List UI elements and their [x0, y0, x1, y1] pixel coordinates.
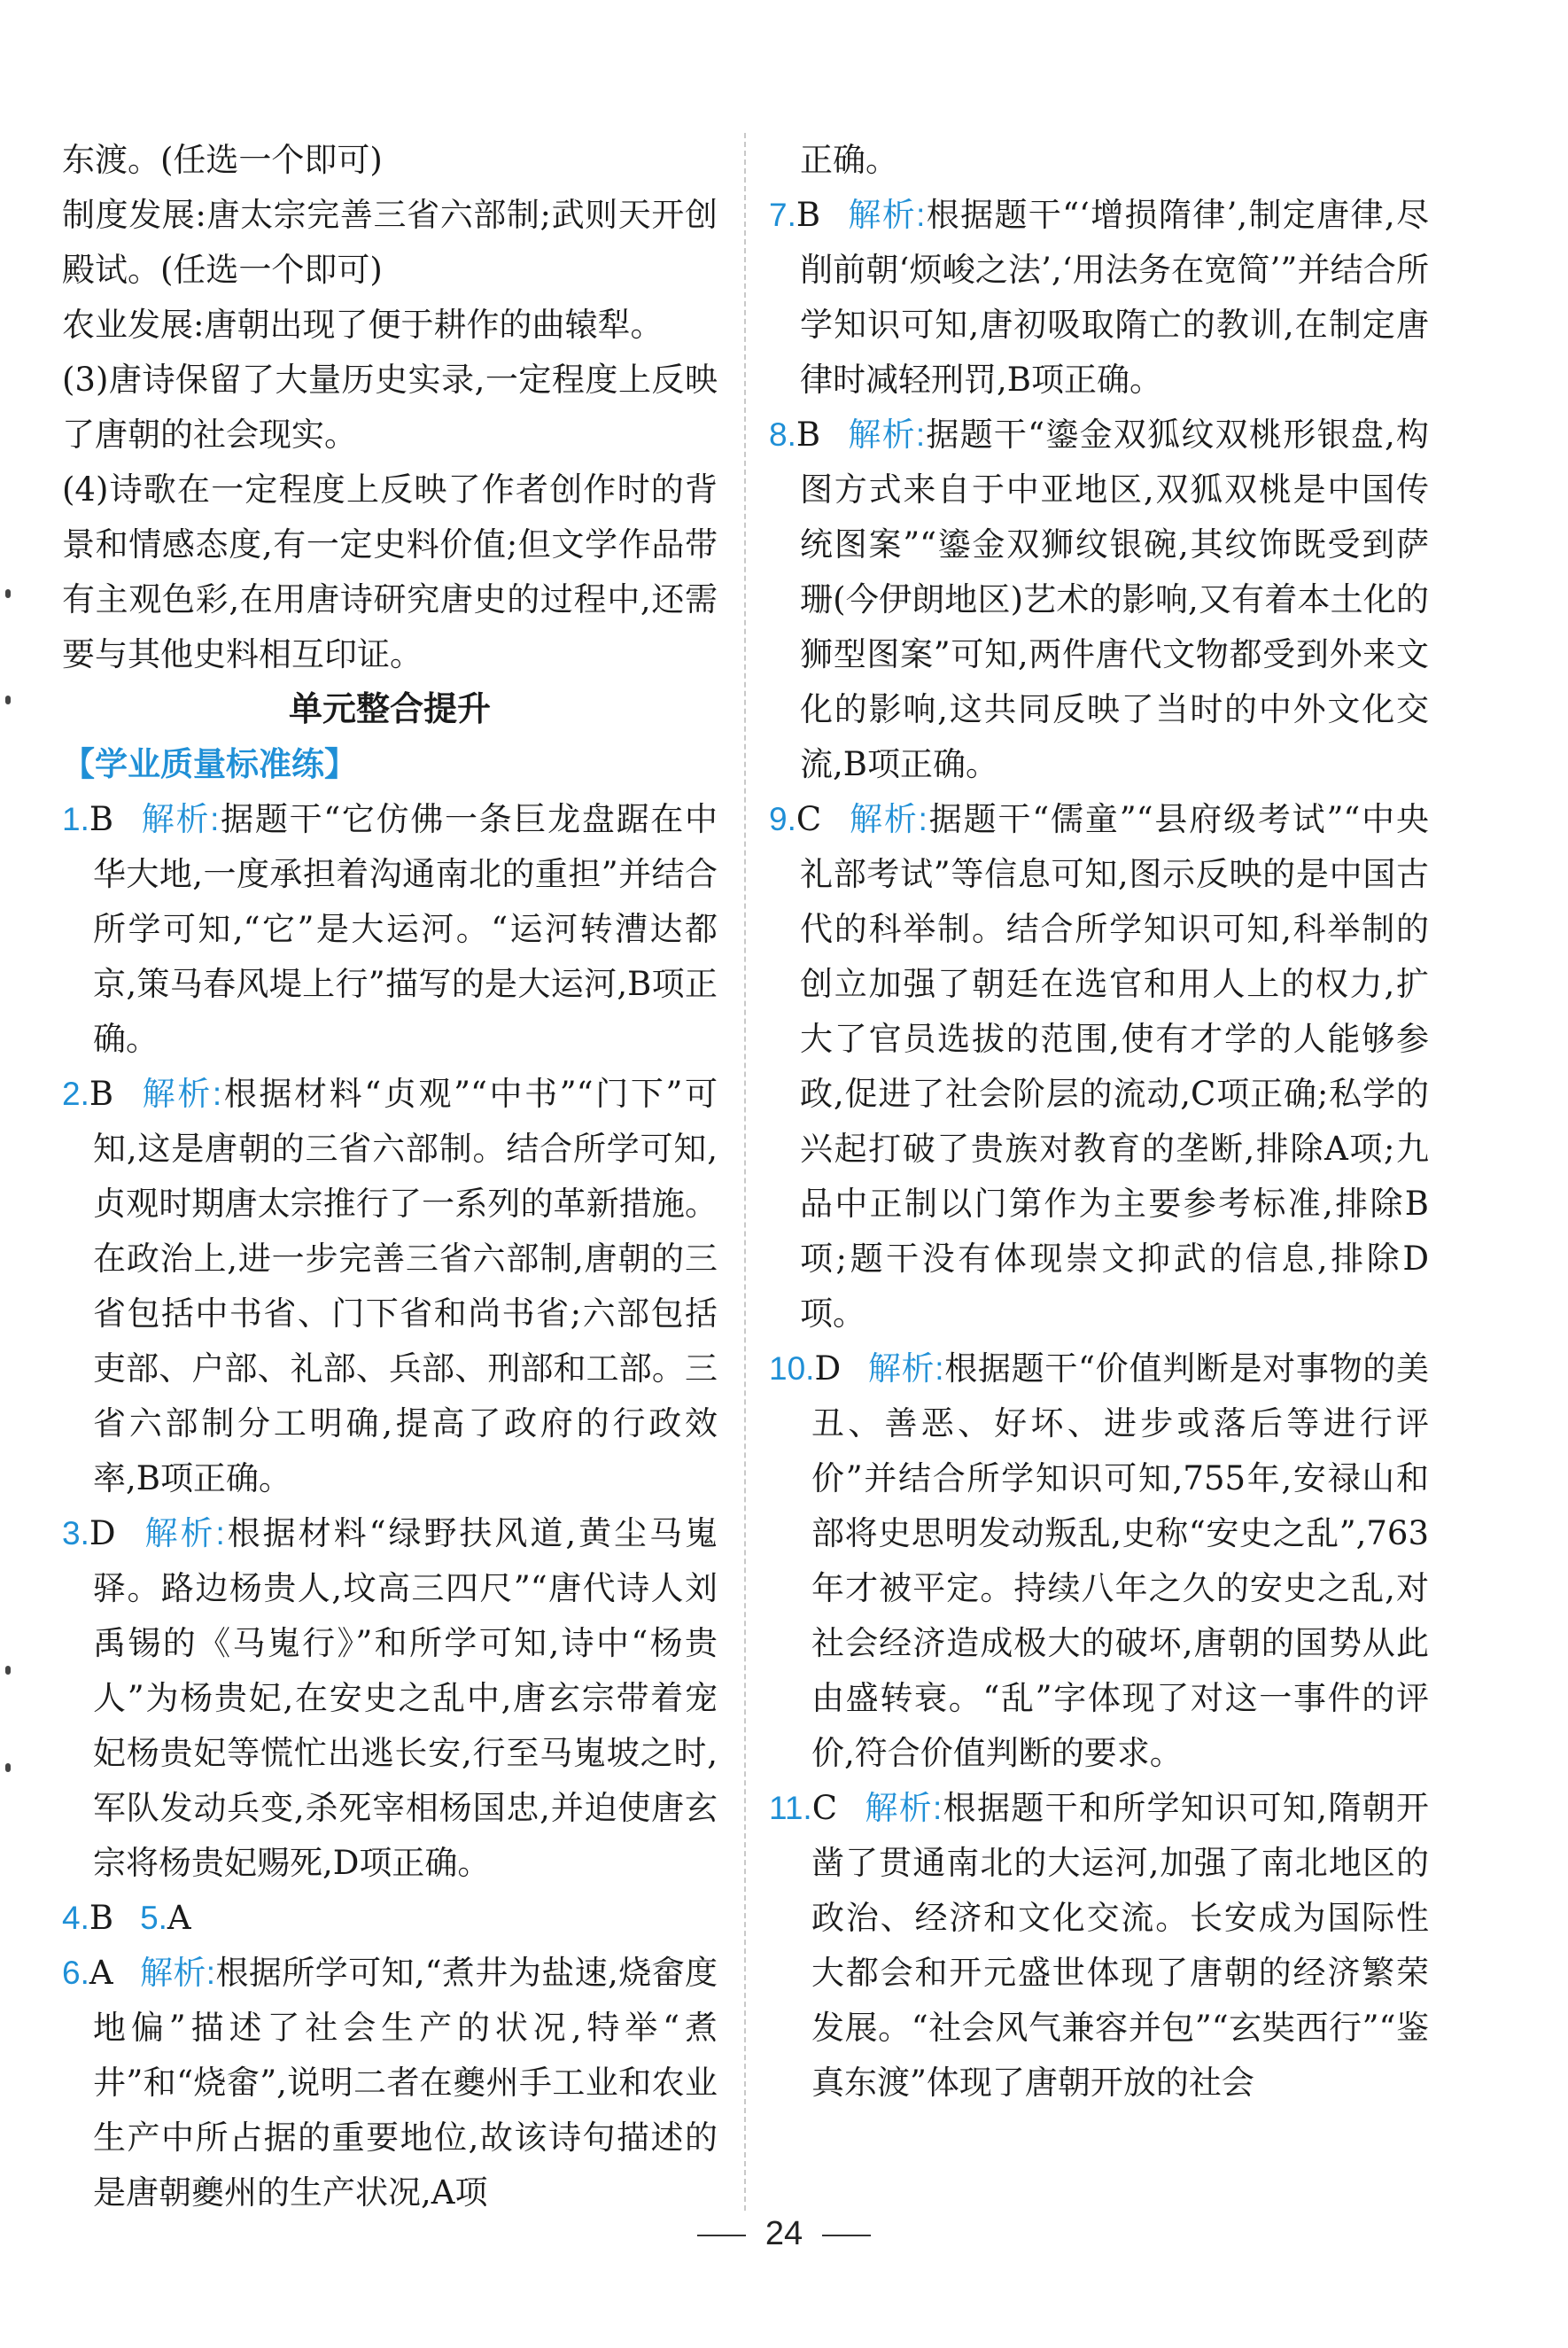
analysis-label: 解析: [847, 416, 926, 453]
paragraph: (4)诗歌在一定程度上反映了作者创作时的背景和情感态度,有一定史料价值;但文学作品带有主观色彩,在用唐诗研究唐史的过程中,还需要与其他史料相互印证。 [62, 470, 718, 673]
page-number: 24 [765, 2215, 803, 2252]
question-number: 10. [769, 1350, 815, 1387]
question-number: 11. [769, 1790, 812, 1826]
question-number: 2. [62, 1076, 89, 1112]
footer-dash [822, 2235, 871, 2236]
answer-choice: A [167, 1899, 191, 1937]
answer-choice: B [89, 1075, 114, 1113]
answer-choice: D [814, 1349, 842, 1388]
question-number: 8. [769, 416, 796, 453]
analysis-label: 解析: [139, 1955, 216, 1991]
analysis-label: 解析: [140, 1076, 222, 1112]
answer-choice: A [89, 1954, 113, 1992]
answer-choice: B [796, 196, 821, 234]
analysis-text: 根据题干“‘增损隋律’,制定唐律,尽削前朝‘烦峻之法’,‘用法务在宽简’”并结合所学知识可知,唐初吸取隋亡的教训,在制定唐律时减轻刑罚,B项正确。 [800, 196, 1429, 399]
paragraph: 制度发展:唐太宗完善三省六部制;武则天开创殿试。(任选一个即可) [62, 196, 718, 289]
question-number: 6. [62, 1955, 89, 1991]
column-divider [744, 133, 746, 2211]
answer-item [62, 1067, 718, 1506]
analysis-label: 解析: [867, 1350, 944, 1387]
analysis-label: 解析: [140, 801, 220, 837]
margin-mark [5, 1763, 11, 1772]
answer-choice: D [89, 1514, 116, 1552]
question-number: 7. [769, 197, 796, 233]
question-number: 5. [140, 1900, 167, 1936]
answer-choice: B [89, 1899, 114, 1937]
answer-item [62, 1891, 718, 1946]
paragraph: (3)唐诗保留了大量历史实录,一定程度上反映了唐朝的社会现实。 [62, 361, 718, 454]
answer-item [769, 1341, 1429, 1781]
footer-dash [697, 2235, 746, 2236]
answer-choice: C [811, 1789, 838, 1827]
answer-item [769, 408, 1429, 792]
analysis-text: 根据材料“贞观”“中书”“门下”可知,这是唐朝的三省六部制。结合所学可知,贞观时期唐太宗推行了一系列的革新措施。在政治上,进一步完善三省六部制,唐朝的三省包括中书省、门下省和尚书省;六部包括吏部、户部、礼部、兵部、刑部和工部。三省六部制分工明确,提高了政府的行政效率,B项正确。 [93, 1075, 718, 1497]
answer-item [769, 792, 1429, 1341]
analysis-text: 根据题干“价值判断是对事物的美丑、善恶、好坏、进步或落后等进行评价”并结合所学知识可知,755年,安禄山和部将史思明发动叛乱,史称“安史之乱”,763年才被平定。持续八年之久的安史之乱,对社会经济造成极大的破坏,唐朝的国势从此由盛转衰。“乱”字体现了对这一事件的评价,符合价值判断的要求。 [811, 1349, 1430, 1772]
analysis-text: 据题干“儒童”“县府级考试”“中央礼部考试”等信息可知,图示反映的是中国古代的科举制。结合所学知识可知,科举制的创立加强了朝廷在选官和用人上的权力,扩大了官员选拔的范围,使有才学的人能够参政,促进了社会阶层的流动,C项正确;私学的兴起打破了贵族对教育的垄断,排除A项;九品中正制以门第作为主要参考标准,排除B项;题干没有体现崇文抑武的信息,排除D项。 [800, 800, 1430, 1333]
margin-mark [5, 696, 11, 704]
question-number: 3. [62, 1515, 89, 1551]
answer-choice: B [796, 416, 821, 454]
analysis-text: 据题干“它仿佛一条巨龙盘踞在中华大地,一度承担着沟通南北的重担”并结合所学可知,“它”是大运河。“运河转漕达都京,策马春风堤上行”描写的是大运河,B项正确。 [93, 800, 718, 1058]
answer-choice: B [89, 800, 114, 838]
analysis-label: 解析: [864, 1790, 943, 1826]
section-heading: 单元整合提升 [288, 691, 491, 728]
answer-item [62, 1946, 718, 2220]
answer-item [769, 1781, 1429, 2111]
paragraph: 农业发展:唐朝出现了便于耕作的曲辕犁。 [62, 306, 664, 344]
paragraph: 正确。 [800, 141, 898, 179]
analysis-label: 解析: [142, 1515, 225, 1551]
question-number: 4. [62, 1900, 89, 1936]
left-column [62, 133, 718, 2220]
analysis-text: 据题干“鎏金双狐纹双桃形银盘,构图方式来自于中亚地区,双狐双桃是中国传统图案”“鎏金双狮纹银碗,其纹饰既受到萨珊(今伊朗地区)艺术的影响,又有着本土化的狮型图案”可知,两件唐代文物都受到外来文化的影响,这共同反映了当时的中外文化交流,B项正确。 [800, 416, 1430, 783]
question-number: 9. [769, 801, 796, 837]
section-label: 【学业质量标准练】 [62, 746, 357, 782]
margin-mark [5, 589, 11, 598]
answer-item [62, 792, 718, 1067]
analysis-text: 根据题干和所学知识可知,隋朝开凿了贯通南北的大运河,加强了南北地区的政治、经济和文化交流。长安成为国际性大都会和开元盛世体现了唐朝的经济繁荣发展。“社会风气兼容并包”“玄奘西行”“鉴真东渡”体现了唐朝开放的社会 [811, 1789, 1430, 2102]
margin-mark [5, 1666, 11, 1675]
analysis-label: 解析: [848, 801, 928, 837]
analysis-text: 根据材料“绿野扶风道,黄尘马嵬驿。路边杨贵人,坟高三四尺”“唐代诗人刘禹锡的《马嵬行》”和所学可知,诗中“杨贵人”为杨贵妃,在安史之乱中,唐玄宗带着宠妃杨贵妃等慌忙出逃长安,行至马嵬坡之时,军队发动兵变,杀死宰相杨国忠,并迫使唐玄宗将杨贵妃赐死,D项正确。 [93, 1514, 718, 1882]
answer-item [769, 188, 1429, 408]
question-number: 1. [62, 801, 89, 837]
analysis-label: 解析: [847, 197, 926, 233]
answer-item [62, 1506, 718, 1891]
answer-choice: C [796, 800, 822, 838]
page-footer [0, 2215, 1568, 2253]
paragraph: 东渡。(任选一个即可) [62, 141, 383, 179]
analysis-text: 根据所学可知,“煮井为盐速,烧畲度地偏”描述了社会生产的状况,特举“煮井”和“烧畲”,说明二者在夔州手工业和农业生产中所占据的重要地位,故该诗句描述的是唐朝夔州的生产状况,A项 [93, 1954, 718, 2212]
right-column [769, 133, 1429, 2111]
